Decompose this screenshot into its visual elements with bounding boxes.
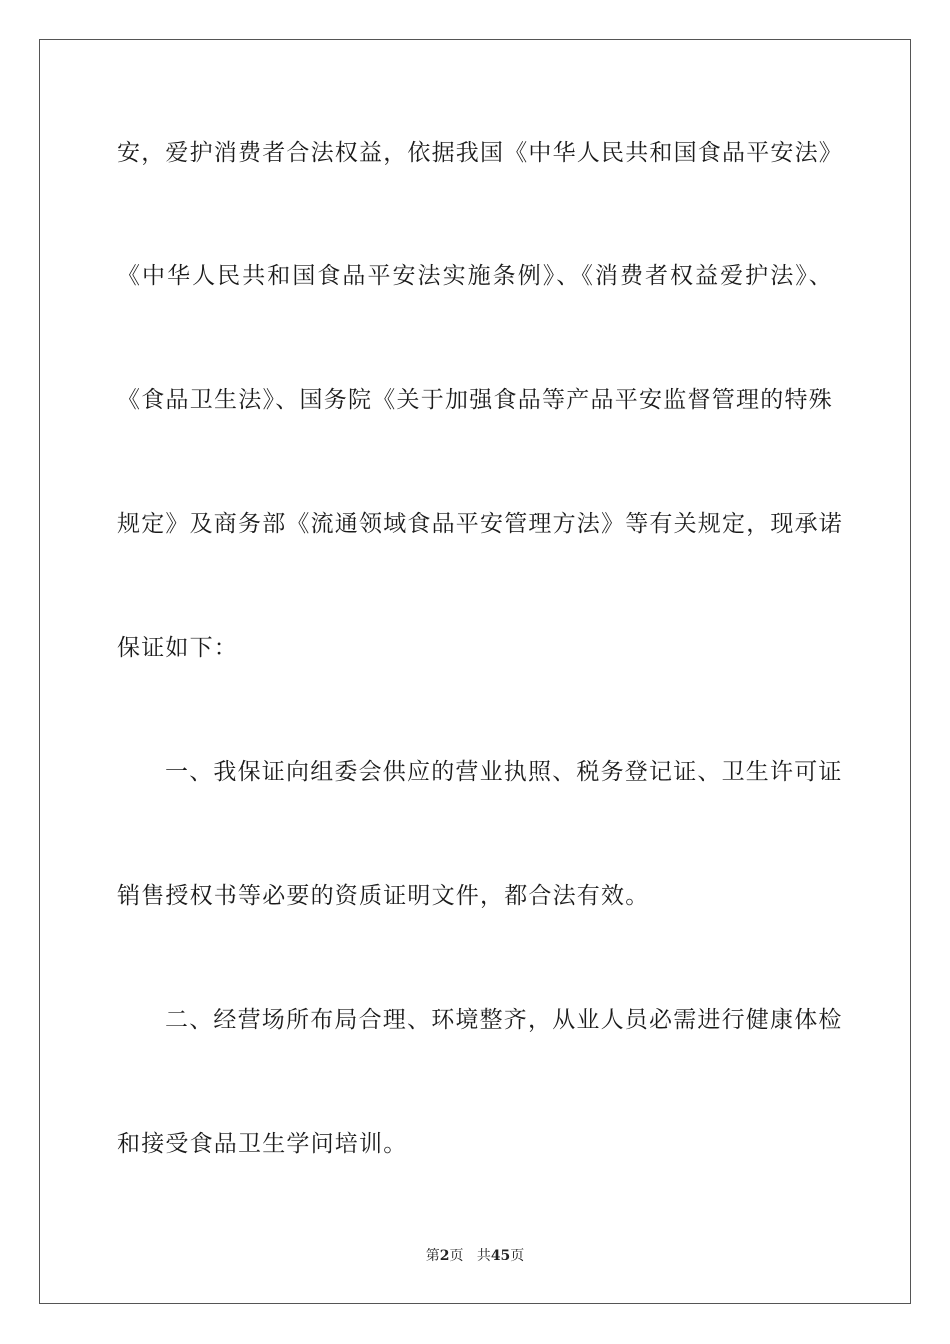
- page-prefix: 第: [425, 1248, 440, 1264]
- total-prefix: 共: [476, 1248, 491, 1264]
- page-footer: [0, 1247, 950, 1265]
- clause-one-line-2: 销售授权书等必要的资质证明文件，都合法有效。: [117, 883, 650, 909]
- clause-two-line-2: 和接受食品卫生学问培训。: [117, 1131, 408, 1157]
- page-border: [39, 39, 911, 1304]
- clause-one-line-1: 一、我保证向组委会供应的营业执照、税务登记证、卫生许可证: [165, 759, 843, 785]
- page-number: 2: [439, 1248, 450, 1264]
- clause-two-line-1: 二、经营场所布局合理、环境整齐，从业人员必需进行健康体检: [165, 1007, 843, 1033]
- body-text-line-1: 安，爱护消费者合法权益，依据我国《中华人民共和国食品平安法》: [117, 140, 843, 166]
- total-pages: 45: [490, 1248, 511, 1264]
- body-text-line-3: 《食品卫生法》、国务院《关于加强食品等产品平安监督管理的特殊: [117, 387, 833, 413]
- total-suffix: 页: [510, 1248, 525, 1264]
- body-text-line-5: 保证如下：: [117, 635, 238, 661]
- body-text-line-2: 《中华人民共和国食品平安法实施条例》、《消费者权益爱护法》、: [117, 263, 833, 289]
- body-text-line-4: 规定》及商务部《流通领域食品平安管理方法》等有关规定，现承诺: [117, 511, 843, 537]
- page-suffix: 页: [449, 1248, 464, 1264]
